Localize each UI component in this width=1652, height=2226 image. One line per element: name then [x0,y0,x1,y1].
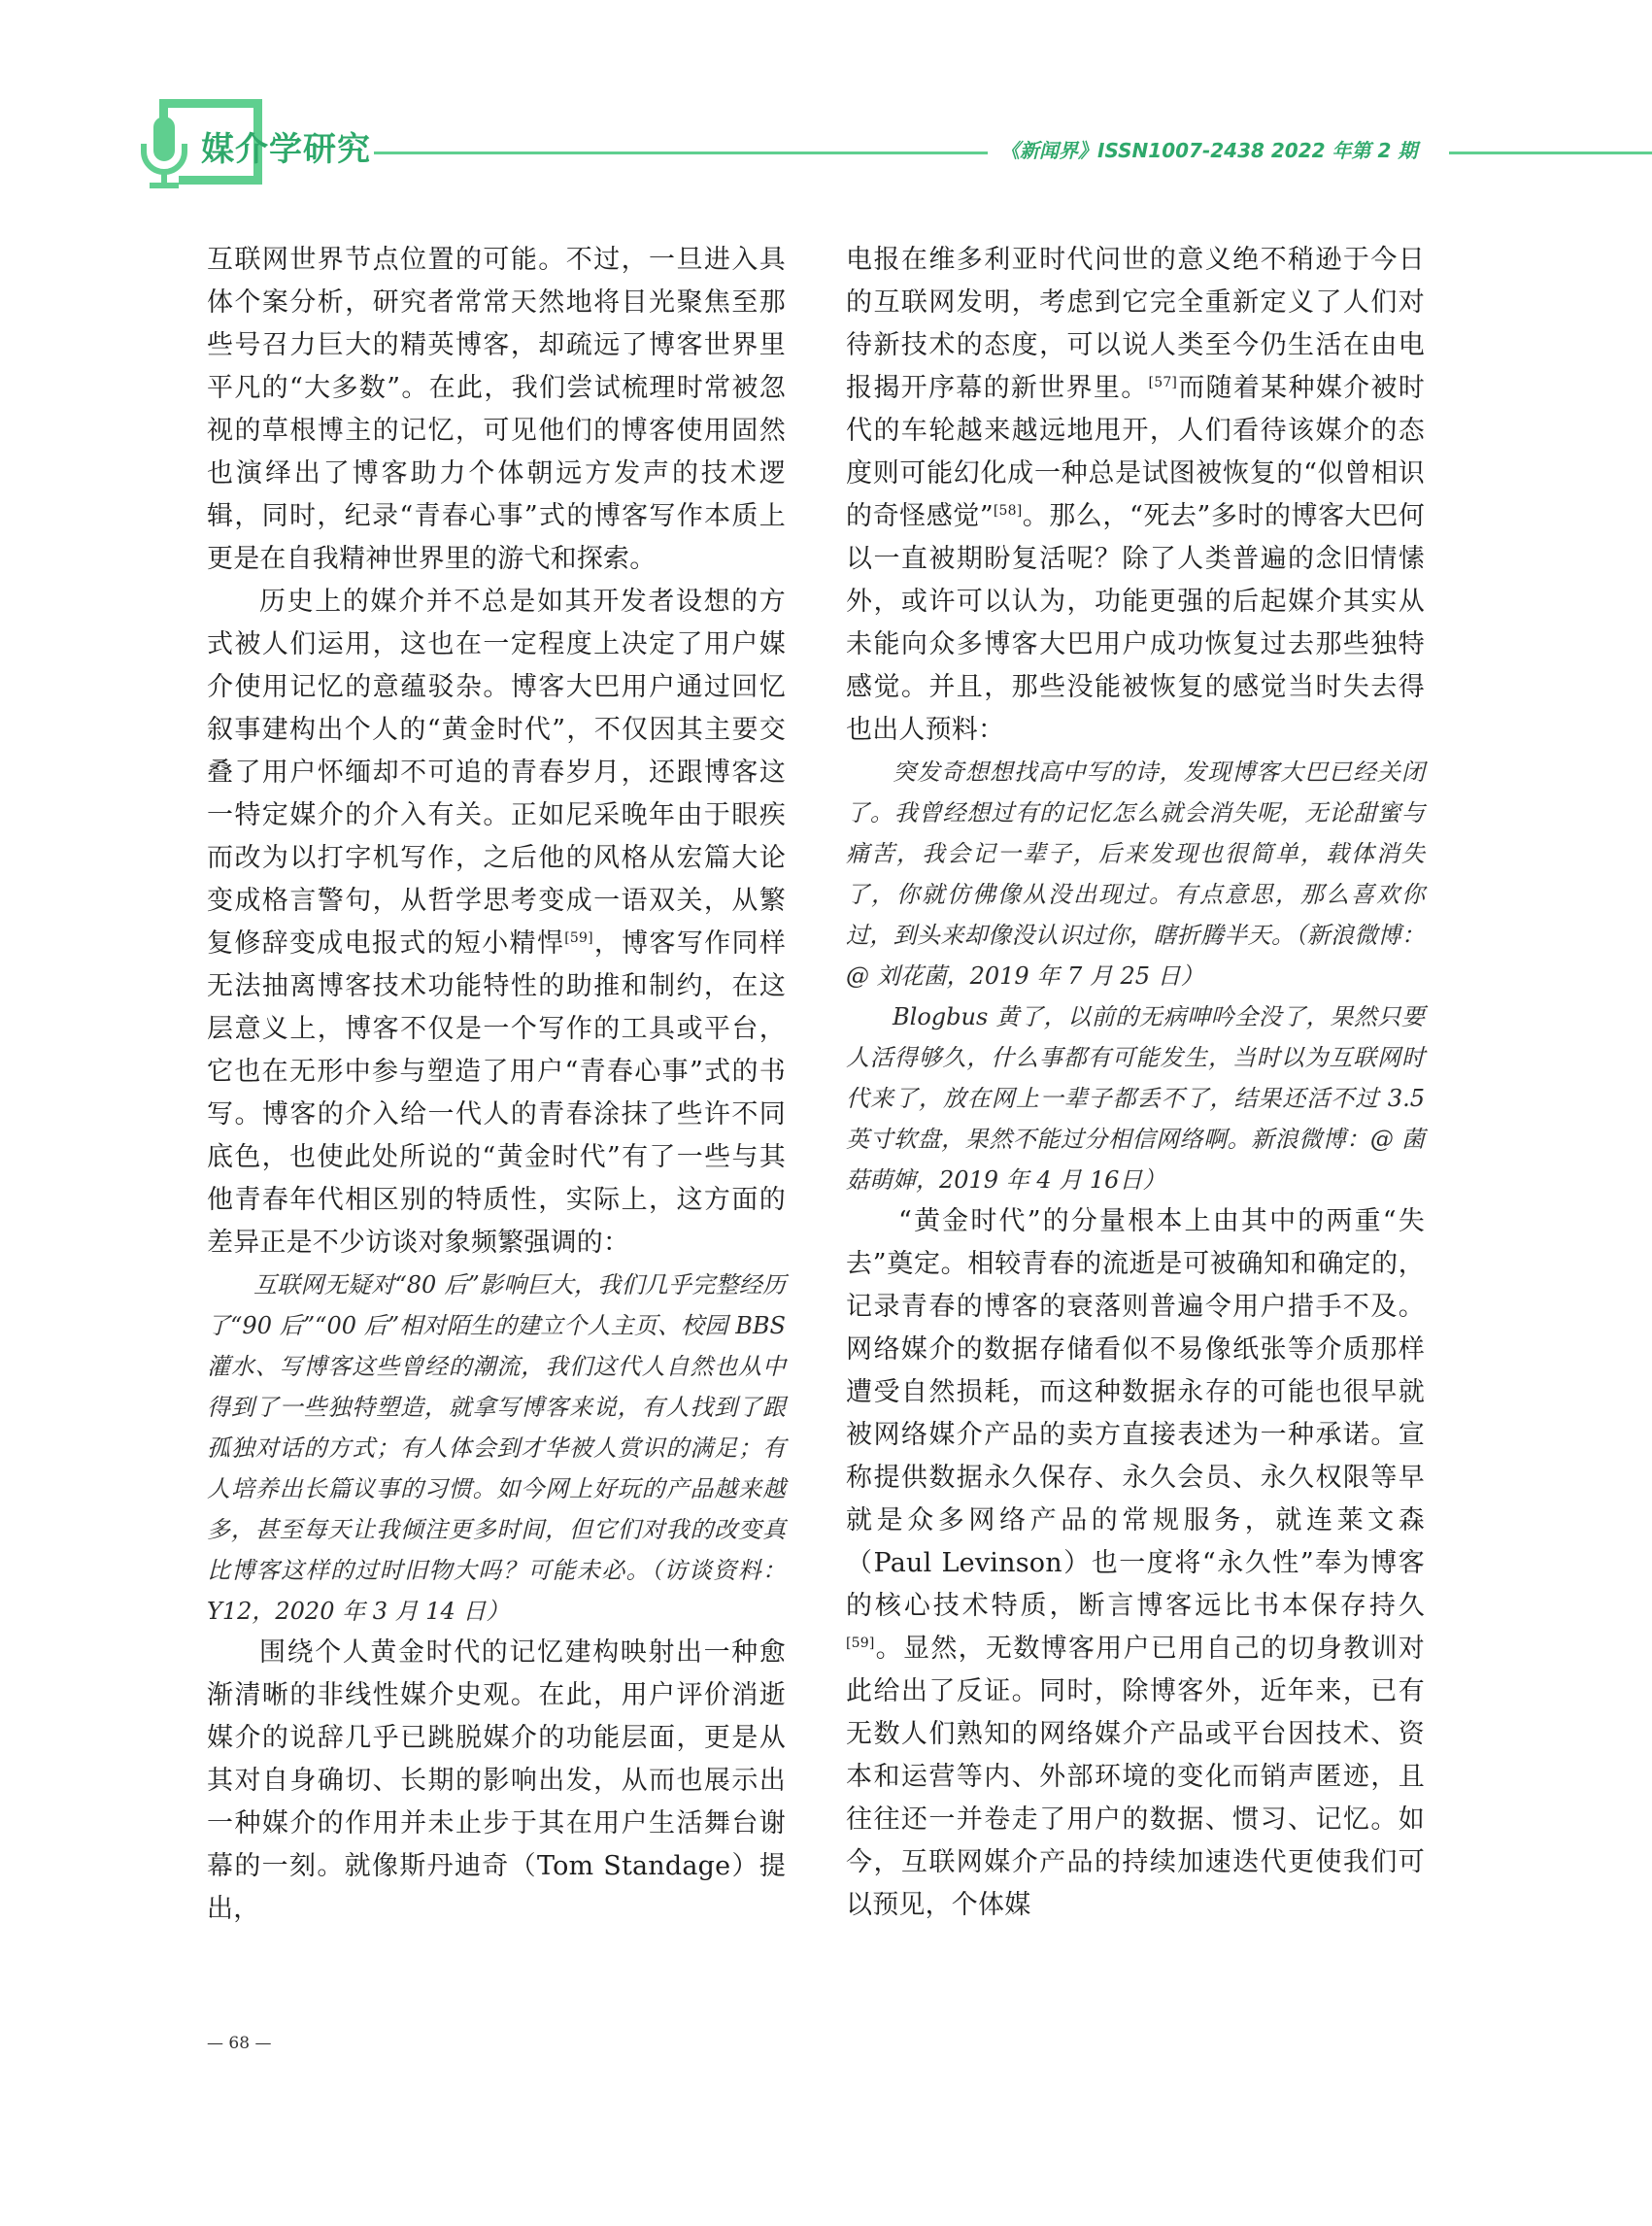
citation-ref: [57] [1148,375,1178,390]
weibo-quote-1: 突发奇想想找高中写的诗，发现博客大巴已经关闭了。我曾经想过有的记忆怎么就会消失呢，无论甜蜜与痛苦，我会记一辈子，后来发现也很简单，载体消失了，你就仿佛像从没出现过。有点意思，那么喜欢你过，到头来却像没认识过你，瞎折腾半天。（新浪微博：@ 刘花菌，2019 年 7 月 25 日） [846,759,1425,990]
header-rule-right [1449,152,1652,154]
paragraph-right-1 [846,239,1425,752]
interview-quote-1: 互联网无疑对“80 后”影响巨大，我们几乎完整经历了“90 后”“00 后”相对陌生的建立个人主页、校园 BBS 灌水、写博客这些曾经的潮流，我们这代人自然也从中得到了一些独特塑造，就拿写博客来说，有人找到了跟孤独对话的方式；有人体会到才华被人赏识的满足；有人培养出长篇议事的习惯。如今网上好玩的产品越来越多，甚至每天让我倾注更多时间，但它们对我的改变真比博客这样的过时旧物大吗？可能未必。（访谈资料：Y12，2020 年 3 月 14 日） [207,1271,786,1625]
text-run: “黄金时代”的分量根本上由其中的两重“失去”奠定。相较青春的流逝是可被确知和确定的，记录青春的博客的衰落则普遍令用户措手不及。网络媒介的数据存储看似不易像纸张等介质那样遭受自然损耗，而这种数据永存的可能也很早就被网络媒介产品的卖方直接表述为一种承诺。宣称提供数据永久保存、永久会员、永久权限等早就是众多网络产品的常规服务，就连莱文森（Paul Levinson）也一度将“永久性”奉为博客的核心技术特质，断言博客远比书本保存持久 [846,1206,1425,1621]
text-run: 。显然，无数博客用户已用自己的切身教训对此给出了反证。同时，除博客外，近年来，已有无数人们熟知的网络媒介产品或平台因技术、资本和运营等内、外部环境的变化而销声匿迹，且往往还一并卷走了用户的数据、惯习、记忆。如今，互联网媒介产品的持续加速迭代更使我们可以预见，个体媒 [846,1634,1425,1920]
page-header [0,0,1652,194]
paragraph-right-2 [846,1200,1425,1927]
weibo-quote-2: Blogbus 黄了，以前的无病呻吟全没了，果然只要人活得够久，什么事都有可能发生，当时以为互联网时代来了，放在网上一辈子都丢不了，结果还活不过 3.5 英寸软盘，果然不能过分相信网络啊。新浪微博：@ 菌菇萌婶，2019 年 4 月 16日） [846,1003,1425,1194]
header-rule-left [374,152,988,154]
journal-info: 《新闻界》ISSN1007-2438 2022 年第 2 期 [1000,139,1418,162]
left-column [207,239,786,1931]
page-number: — 68 — [207,2034,272,2053]
microphone-icon [138,115,190,192]
citation-ref: [59] [564,930,593,946]
logo-frame-bottom [179,176,262,185]
citation-ref: [58] [993,503,1023,519]
text-run: ，博客写作同样无法抽离博客技术功能特性的助推和制约，在这层意义上，博客不仅是一个写作的工具或平台，它也在无形中参与塑造了用户“青春心事”式的书写。博客的介入给一代人的青春涂抹了些许不同底色，也使此处所说的“黄金时代”有了一些与其他青春年代相区别的特质性，实际上，这方面的差异正是不少访谈对象频繁强调的： [207,928,786,1258]
text-run: 历史上的媒介并不总是如其开发者设想的方式被人们运用，这也在一定程度上决定了用户媒介使用记忆的意蕴驳杂。博客大巴用户通过回忆叙事建构出个人的“黄金时代”，不仅因其主要交叠了用户怀缅却不可追的青春岁月，还跟博客这一特定媒介的介入有关。正如尼采晚年由于眼疾而改为以打字机写作，之后他的风格从宏篇大论变成格言警句，从哲学思考变成一语双关，从繁复修辞变成电报式的短小精悍 [207,587,786,959]
right-column [846,239,1425,1927]
paragraph-left-3: 围绕个人黄金时代的记忆建构映射出一种愈渐清晰的非线性媒介史观。在此，用户评价消逝媒介的说辞几乎已跳脱媒介的功能层面，更是从其对自身确切、长期的影响出发，从而也展示出一种媒介的作用并未止步于其在用户生活舞台谢幕的一刻。就像斯丹迪奇（Tom Standage）提出， [207,1637,786,1924]
text-run: 。那么，“死去”多时的博客大巴何以一直被期盼复活呢？除了人类普遍的念旧情愫外，或许可以认为，功能更强的后起媒介其实从未能向众多博客大巴用户成功恢复过去那些独特感觉。并且，那些没能被恢复的感觉当时失去得也出人预料： [846,501,1425,745]
paragraph-left-1: 互联网世界节点位置的可能。不过，一旦进入具体个案分析，研究者常常天然地将目光聚焦至那些号召力巨大的精英博客，却疏远了博客世界里平凡的“大多数”。在此，我们尝试梳理时常被忽视的草根博主的记忆，可见他们的博客使用固然也演绎出了博客助力个体朝远方发声的技术逻辑，同时，纪录“青春心事”式的博客写作本质上更是在自我精神世界里的游弋和探索。 [207,245,786,574]
section-title: 媒介学研究 [201,130,371,169]
citation-ref: [59] [846,1636,875,1651]
text-run: 而随着某种媒介被时代的车轮越来越远地甩开，人们看待该媒介的态度则可能幻化成一种总是试图被恢复的“似曾相识的奇怪感觉” [846,373,1425,531]
text-run: 电报在维多利亚时代问世的意义绝不稍逊于今日的互联网发明，考虑到它完全重新定义了人们对待新技术的态度，可以说人类至今仍生活在由电报揭开序幕的新世界里。 [846,245,1425,403]
paragraph-left-2 [207,581,786,1265]
